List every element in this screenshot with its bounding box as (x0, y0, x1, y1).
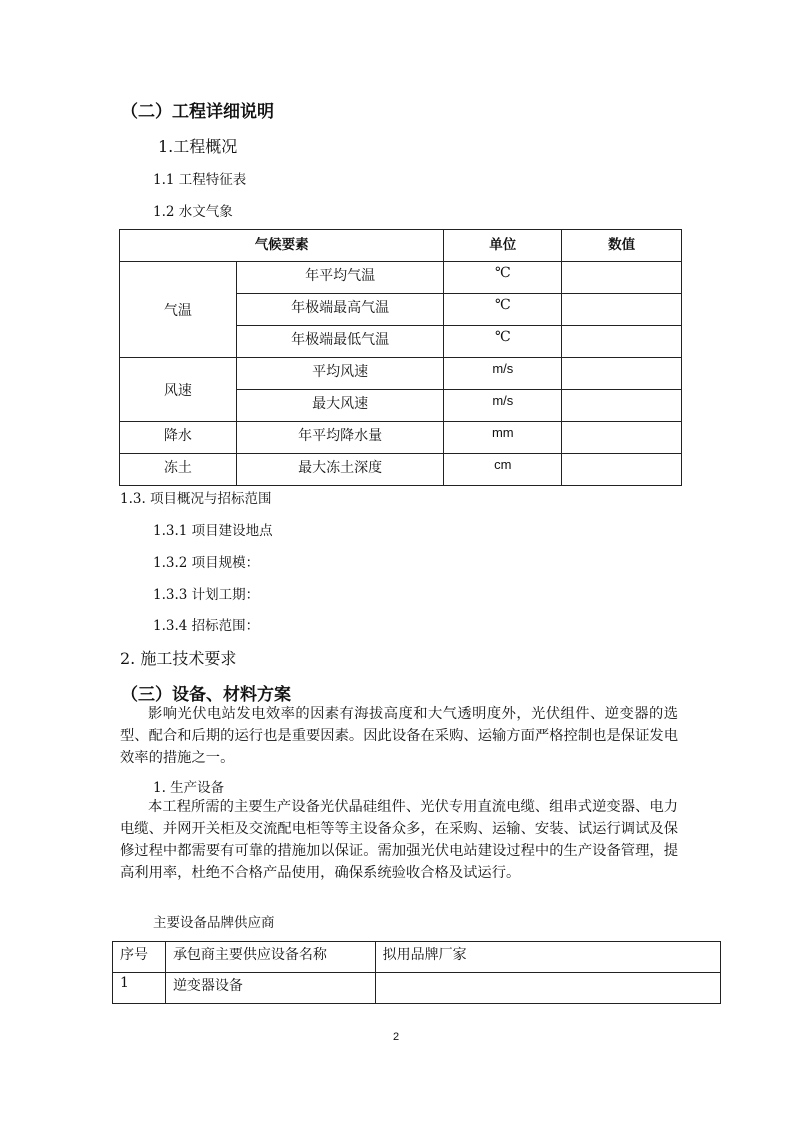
table-header-row (120, 230, 682, 262)
value-cell (562, 454, 682, 486)
supplier-table (112, 941, 721, 1004)
table-row (120, 454, 682, 486)
table-row (120, 262, 682, 294)
page-number: 2 (393, 1031, 400, 1043)
item-cell: 年平均降水量 (236, 422, 444, 454)
equipment-heading: 1. 生产设备 (153, 780, 225, 796)
category-cell: 降水 (120, 422, 237, 454)
unit-cell: ℃ (444, 262, 562, 294)
project-heading: 1.3. 项目概况与招标范围 (120, 491, 272, 507)
project-item: 1.3.2 项目规模： (153, 555, 260, 571)
table-row (113, 973, 721, 1004)
equipment-cell: 逆变器设备 (165, 973, 375, 1004)
unit-cell: ℃ (444, 326, 562, 358)
category-cell: 冻土 (120, 454, 237, 486)
section-title: （二）工程详细说明 (121, 102, 274, 122)
item-cell: 最大风速 (236, 390, 444, 422)
value-cell (562, 358, 682, 390)
header-unit: 单位 (444, 230, 562, 262)
item-cell: 平均风速 (236, 358, 444, 390)
category-cell: 气温 (120, 262, 237, 358)
unit-cell: m/s (444, 358, 562, 390)
unit-cell: cm (444, 454, 562, 486)
header-index: 序号 (113, 942, 166, 973)
unit-cell: m/s (444, 390, 562, 422)
climate-table (119, 229, 682, 486)
value-cell (562, 262, 682, 294)
value-cell (562, 390, 682, 422)
project-item: 1.3.1 项目建设地点 (153, 523, 273, 539)
table-row (120, 358, 682, 390)
header-climate-element: 气候要素 (120, 230, 444, 262)
item-cell: 最大冻土深度 (236, 454, 444, 486)
value-cell (562, 422, 682, 454)
overview-heading: 1.工程概况 (158, 137, 238, 156)
item-cell: 年极端最高气温 (236, 294, 444, 326)
category-cell: 风速 (120, 358, 237, 422)
value-cell (562, 326, 682, 358)
equipment-paragraph: 本工程所需的主要生产设备光伏晶硅组件、光伏专用直流电缆、组串式逆变器、电力电缆、并网开关柜及交流配电柜等等主设备众多，在采购、运输、安装、试运行调试及保修过程中都需要有可靠的措施加以保证。需加强光伏电站建设过程中的生产设备管理，提高利用率，杜绝不合格产品使用，确保系统验收合格及试运行。 (120, 799, 678, 881)
suppliers-caption: 主要设备品牌供应商 (153, 915, 275, 931)
item-cell: 年平均气温 (236, 262, 444, 294)
header-equipment-name: 承包商主要供应设备名称 (165, 942, 375, 973)
header-value: 数值 (562, 230, 682, 262)
value-cell (562, 294, 682, 326)
hydrology-heading: 1.2 水文气象 (153, 204, 233, 220)
item-cell: 年极端最低气温 (236, 326, 444, 358)
project-item: 1.3.3 计划工期： (153, 587, 260, 603)
unit-cell: mm (444, 422, 562, 454)
table-row (120, 422, 682, 454)
brand-cell (375, 973, 720, 1004)
unit-cell: ℃ (444, 294, 562, 326)
intro-paragraph: 影响光伏电站发电效率的因素有海拔高度和大气透明度外，光伏组件、逆变器的选型、配合和后期的运行也是重要因素。因此设备在采购、运输方面严格控制也是保证发电效率的措施之一。 (120, 706, 678, 766)
construction-heading: 2. 施工技术要求 (120, 649, 237, 668)
header-brand: 拟用品牌厂家 (375, 942, 720, 973)
table-header-row (113, 942, 721, 973)
section3-title: （三）设备、材料方案 (121, 685, 291, 705)
feature-table-heading: 1.1 工程特征表 (153, 172, 247, 188)
index-cell: 1 (113, 973, 166, 1004)
project-item: 1.3.4 招标范围： (153, 618, 260, 634)
